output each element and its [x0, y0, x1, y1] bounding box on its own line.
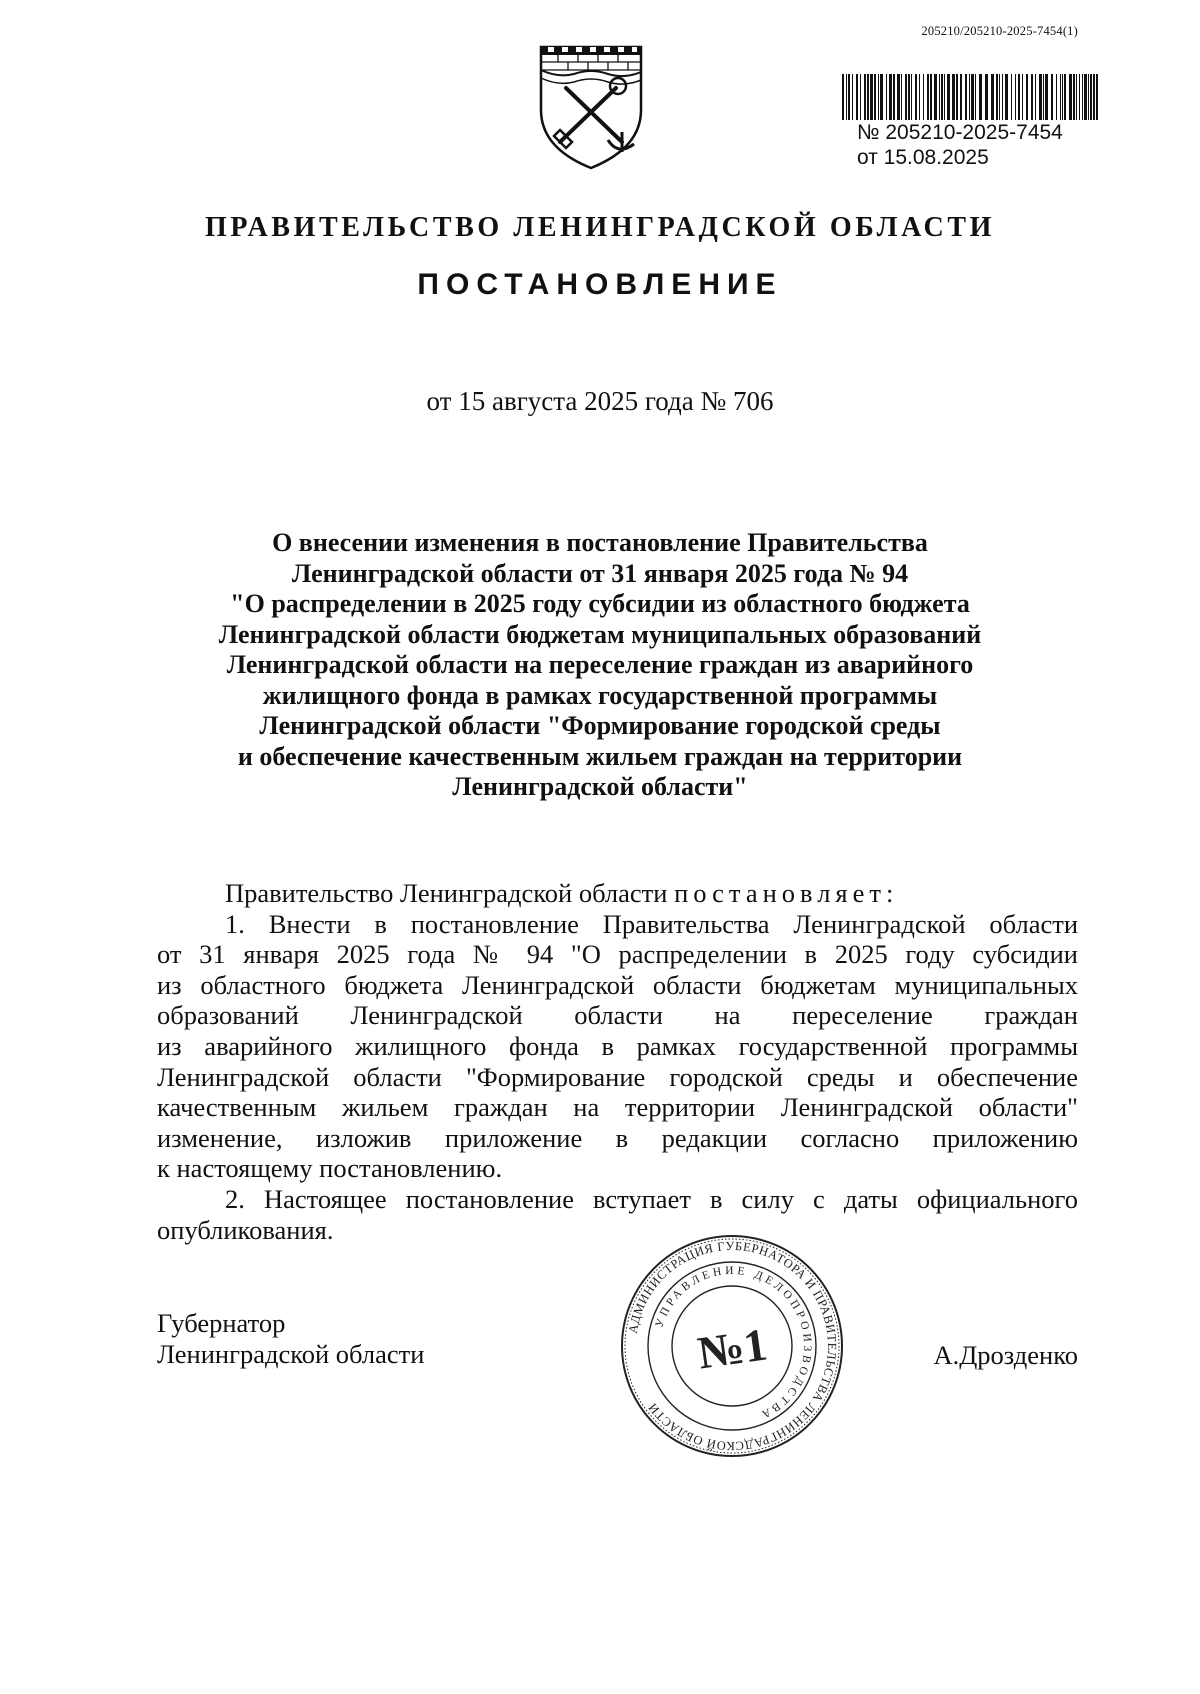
paragraph-line: к настоящему постановлению. — [157, 1153, 503, 1184]
barcode-bar — [901, 74, 902, 120]
barcode-bar — [969, 74, 970, 120]
barcode-bar — [1002, 74, 1003, 120]
barcode-bar — [919, 74, 920, 120]
barcode-bar — [952, 74, 955, 120]
title-line: жилищного фонда в рамках государственной программы — [262, 680, 938, 710]
signatory-name: А.Дрозденко — [933, 1340, 1078, 1370]
barcode-bar — [867, 74, 869, 120]
barcode-bar — [934, 74, 937, 120]
barcode-bar — [1096, 74, 1098, 120]
barcode-bar — [956, 74, 958, 120]
barcode-bar — [911, 74, 912, 120]
barcode-bar — [985, 74, 988, 120]
title-line: Ленинградской области" — [452, 772, 748, 801]
barcode-bar — [1084, 74, 1087, 120]
barcode-bar — [1069, 74, 1072, 120]
document-date: от 15 августа 2025 года № 706 — [426, 386, 774, 416]
barcode-bar — [1088, 74, 1089, 120]
paragraph-line: из аварийного жилищного фонда в рамках государственной программы — [157, 1030, 1078, 1061]
barcode-bar — [842, 74, 844, 120]
paragraph-line: от 31 января 2025 года № 94 "О распределении в 2025 году субсидии — [157, 939, 1078, 970]
preamble-text: Правительство Ленинградской области — [225, 878, 675, 908]
seal-center-text: №1 — [694, 1318, 771, 1379]
barcode-bar — [923, 74, 924, 120]
barcode-bar — [880, 74, 883, 120]
barcode-bar — [905, 74, 907, 120]
barcode-bar — [975, 74, 976, 120]
document-type: ПОСТАНОВЛЕНИЕ — [417, 268, 783, 301]
barcode-bar — [965, 74, 967, 120]
coat-of-arms-icon — [538, 44, 644, 170]
barcode-bar — [979, 74, 982, 120]
official-seal-icon — [618, 1232, 846, 1460]
barcode-bar — [852, 74, 853, 120]
barcode-bar — [971, 74, 974, 120]
barcode-bar — [848, 74, 850, 120]
barcode-bar — [864, 74, 866, 120]
barcode-bar — [1043, 74, 1044, 120]
barcode-bar — [1073, 74, 1075, 120]
barcode-bar — [889, 74, 892, 120]
barcode-bar — [1060, 74, 1061, 120]
barcode-bar — [1056, 74, 1057, 120]
signatory-title-line: Ленинградской области — [157, 1339, 425, 1369]
registration-number: № 205210-2025-7454 — [857, 121, 1063, 144]
paragraph-line: образований Ленинградской области на переселение граждан — [157, 1000, 1078, 1031]
barcode-bar — [897, 74, 900, 120]
paragraph-line: 2. Настоящее постановление вступает в силу с даты официального — [225, 1183, 1078, 1214]
barcode-bar — [991, 74, 994, 120]
barcode-bar — [944, 74, 945, 120]
seal-outer-text: АДМИНИСТРАЦИЯ ГУБЕРНАТОРА И ПРАВИТЕЛЬСТВА ЛЕНИНГРАДСКОЙ ОБЛАСТИ — [625, 1238, 840, 1454]
barcode-bar — [947, 74, 950, 120]
barcode-bar — [1018, 74, 1020, 120]
title-line: Ленинградской области от 31 января 2025 года № 94 — [291, 558, 909, 588]
barcode-bar — [886, 74, 887, 120]
title-line: "О распределении в 2025 году субсидии из областного бюджета — [230, 589, 970, 618]
document-title — [170, 528, 1030, 803]
paragraph-line: Ленинградской области "Формирование городской среды и обеспечение — [157, 1061, 1078, 1092]
barcode-bar — [893, 74, 895, 120]
barcode-bar — [870, 74, 873, 120]
registration-date: от 15.08.2025 — [857, 146, 989, 169]
barcode-bar — [1011, 74, 1012, 120]
barcode-bar — [1093, 74, 1095, 120]
title-line: Ленинградской области "Формирование городской среды — [259, 711, 941, 740]
barcode-bar — [1035, 74, 1036, 120]
seal-inner-text: УПРАВЛЕНИЕ ДЕЛОПРОИЗВОДСТВА — [653, 1264, 814, 1422]
barcode-bar — [1082, 74, 1083, 120]
barcode-bar — [1062, 74, 1063, 120]
preamble — [157, 878, 1078, 909]
title-line: Ленинградской области бюджетам муниципальных образований — [218, 619, 982, 649]
signatory-title-line: Губернатор — [157, 1308, 286, 1338]
title-line: Ленинградской области на переселение граждан из аварийного — [226, 650, 974, 679]
barcode-bar — [927, 74, 929, 120]
barcode-bar — [860, 74, 861, 120]
signatory-title — [157, 1308, 424, 1370]
document-id: 205210/205210-2025-7454(1) — [921, 24, 1078, 38]
barcode-bar — [996, 74, 998, 120]
barcode-bar — [1051, 74, 1053, 120]
barcode-bar — [1026, 74, 1028, 120]
barcode-bar — [1005, 74, 1008, 120]
paragraph-line: 1. Внести в постановление Правительства Ленинградской области — [225, 908, 1078, 939]
barcode-bar — [908, 74, 910, 120]
government-name: ПРАВИТЕЛЬСТВО ЛЕНИНГРАДСКОЙ ОБЛАСТИ — [204, 212, 996, 243]
barcode-bar — [1079, 74, 1080, 120]
barcode-bar — [1090, 74, 1092, 120]
barcode-bar — [941, 74, 943, 120]
barcode-bar — [1039, 74, 1042, 120]
paragraph-1 — [157, 909, 1078, 1184]
barcode-bar — [915, 74, 917, 120]
barcode-bar — [1076, 74, 1077, 120]
barcode-bar — [1045, 74, 1048, 120]
barcode-bar — [939, 74, 940, 120]
paragraph-line: изменение, изложив приложение в редакции согласно приложению — [157, 1122, 1078, 1153]
preamble-resolves: постановляет: — [674, 878, 899, 908]
barcode-bar — [1022, 74, 1023, 120]
barcode-bar — [930, 74, 932, 120]
barcode-bar — [878, 74, 879, 120]
barcode-bar — [874, 74, 876, 120]
barcode-bar — [1031, 74, 1033, 120]
barcode-icon — [842, 74, 1102, 120]
title-line: и обеспечение качественным жильем граждан на территории — [237, 741, 963, 771]
barcode-bar — [1064, 74, 1066, 120]
document-body — [157, 878, 1078, 1245]
paragraph-line: из областного бюджета Ленинградской области бюджетам муниципальных — [157, 969, 1078, 1000]
barcode-bar — [1015, 74, 1016, 120]
paragraph-line: опубликования. — [157, 1214, 334, 1245]
barcode-bar — [846, 74, 847, 120]
barcode-bar — [960, 74, 962, 120]
paragraph-line: качественным жильем граждан на территории Ленинградской области" — [157, 1092, 1078, 1123]
barcode-bar — [999, 74, 1000, 120]
title-line: О внесении изменения в постановление Правительства — [272, 528, 928, 557]
barcode-bar — [856, 74, 858, 120]
